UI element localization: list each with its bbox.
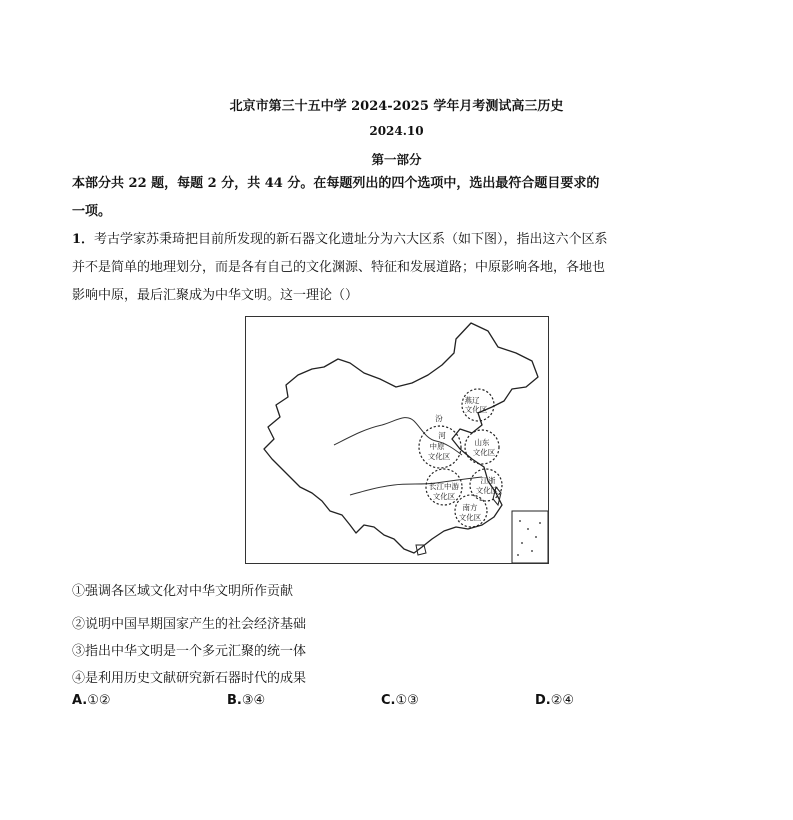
choice-c-letter: C. xyxy=(381,693,396,708)
choice-a-letter: A. xyxy=(72,693,88,708)
region-label-shandong-1: 山东 xyxy=(474,438,490,447)
statement-2: ②说明中国早期国家产生的社会经济基础 xyxy=(72,617,307,632)
region-label-changjiang-1: 长江中游 xyxy=(429,482,459,491)
statement-3: ③指出中华文明是一个多元汇聚的统一体 xyxy=(72,644,307,659)
choice-c[interactable] xyxy=(381,693,419,708)
question-1-line-1 xyxy=(72,226,608,254)
choice-d[interactable] xyxy=(535,693,574,708)
region-label-zhongyuan-2: 文化区 xyxy=(427,452,451,461)
region-label-shandong-2: 文化区 xyxy=(472,448,496,457)
region-circle-shandong xyxy=(465,430,499,464)
choice-d-text: ②④ xyxy=(550,693,575,708)
choice-b-letter: B. xyxy=(227,693,242,708)
question-1-text-1: 考古学家苏秉琦把目前所发现的新石器文化遗址分为六大区系（如下图），指出这六个区系 xyxy=(94,232,608,247)
question-1-line-2: 并不是简单的地理划分，而是各有自己的文化渊源、特征和发展道路；中原影响各地，各地也 xyxy=(72,260,606,275)
region-label-yanliao-2: 文化区 xyxy=(464,405,488,414)
choice-d-letter: D. xyxy=(535,693,551,708)
question-number: 1． xyxy=(72,232,95,247)
exam-title: 北京市第三十五中学 2024-2025 学年月考测试高三历史 xyxy=(229,99,564,114)
choice-c-text: ①③ xyxy=(395,693,419,708)
map-drawing xyxy=(246,317,548,563)
region-label-jiangzhe-1: 江浙 xyxy=(480,476,496,485)
region-label-jiangzhe-2: 文化区 xyxy=(475,486,499,495)
region-label-nanfang-2: 文化区 xyxy=(458,513,482,522)
choice-b[interactable] xyxy=(227,693,265,708)
choice-a-text: ①② xyxy=(87,693,111,708)
region-label-fen: 汾 xyxy=(435,414,443,423)
choice-a[interactable] xyxy=(72,693,111,708)
hainan-island xyxy=(416,545,426,555)
region-label-he: 河 xyxy=(438,431,446,440)
instructions-line-1: 本部分共 22 题，每题 2 分，共 44 分。在每题列出的四个选项中，选出最符合题目要求的 xyxy=(72,176,600,191)
choice-b-text: ③④ xyxy=(241,693,266,708)
exam-date: 2024.10 xyxy=(369,124,424,138)
region-label-zhongyuan-1: 中原 xyxy=(429,442,445,451)
china-culture-regions-map xyxy=(245,316,549,564)
section-title: 第一部分 xyxy=(371,152,422,167)
region-label-changjiang-2: 文化区 xyxy=(432,492,456,501)
region-label-nanfang-1: 南方 xyxy=(462,503,478,512)
instructions-line-2: 一项。 xyxy=(72,204,112,219)
region-label-yanliao-1: 燕辽 xyxy=(464,396,480,405)
statement-1: ①强调各区域文化对中华文明所作贡献 xyxy=(72,584,294,599)
statement-4: ④是利用历史文献研究新石器时代的成果 xyxy=(72,671,307,686)
question-1-line-3: 影响中原，最后汇聚成为中华文明。这一理论（） xyxy=(72,288,359,303)
